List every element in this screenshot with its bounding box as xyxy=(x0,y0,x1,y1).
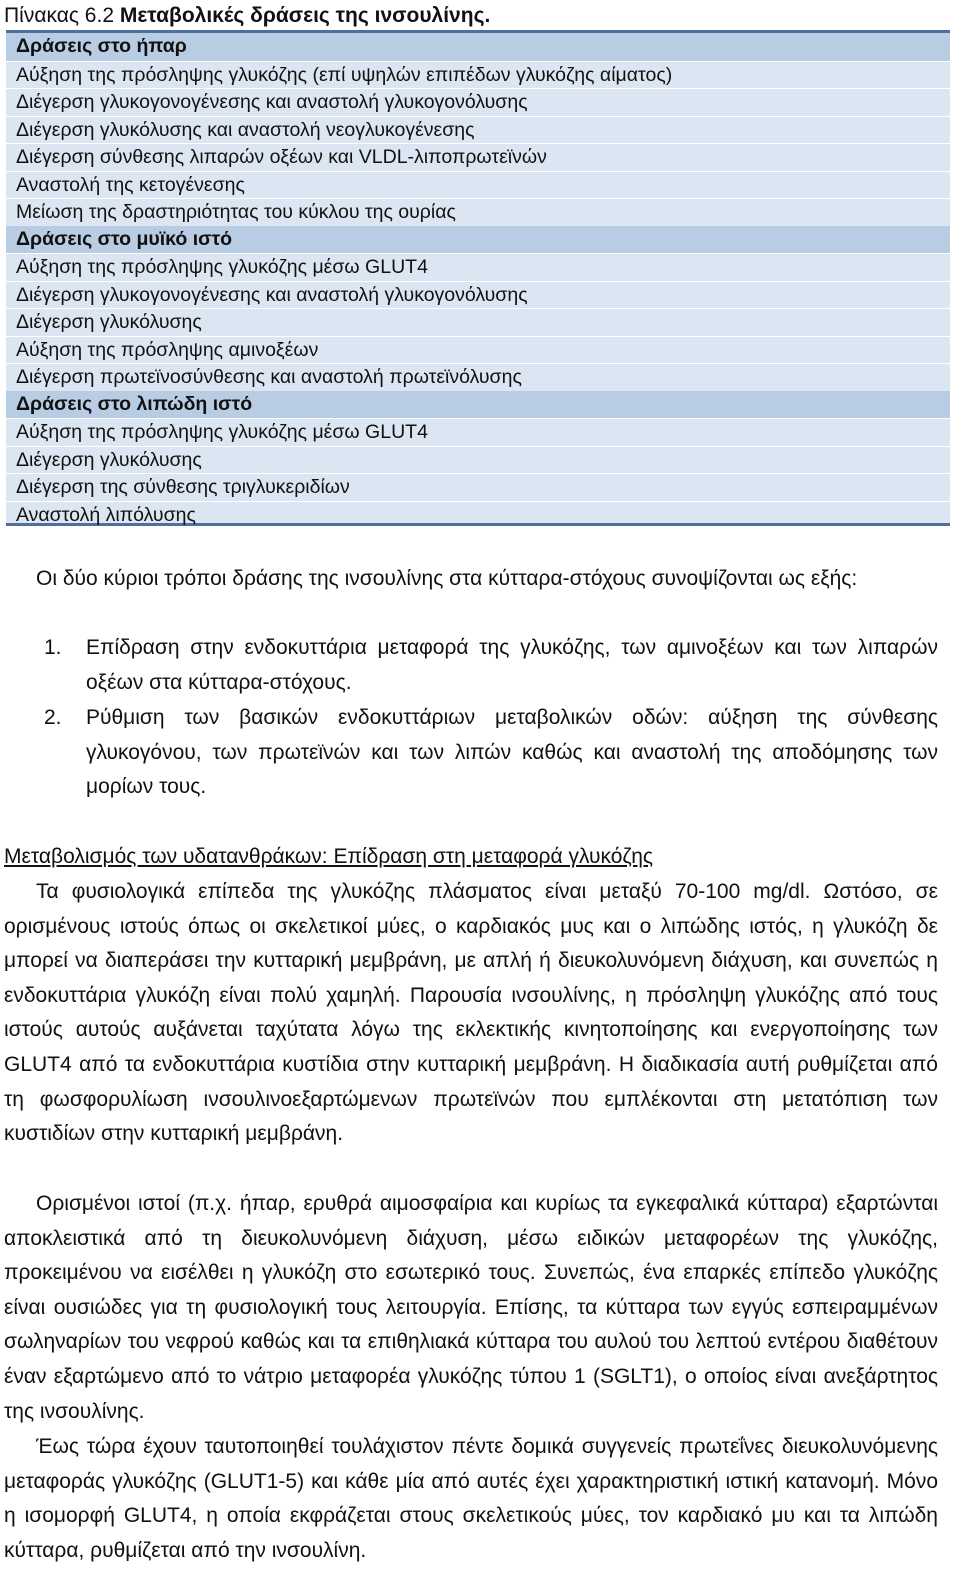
paragraph-text: Τα φυσιολογικά επίπεδα της γλυκόζης πλάσματος είναι μεταξύ 70-100 mg/dl. Ωστόσο, σε ορισμένους ιστούς όπως οι σκελετικοί μύες, ο καρδιακός μυς και ο λιπώδης ιστός, η γλυκόζη δε μπορεί να διαπεράσει την κυτταρική μεμβράνη, με απλή ή διευκολυνόμενη διάχυση, και συνεπώς η ενδοκυττάρια γλυκόζη είναι πολύ χαμηλή. Παρουσία ινσουλίνης, η πρόσληψη γλυκόζης από τους ιστούς αυτούς αυξάνεται ταχύτατα λόγω της εκλεκτικής κινητοποίησης και ενεργοποίησης των GLUT4 από τα ενδοκυττάρια κυστίδια στην κυτταρική μεμβράνη. Η διαδικασία αυτή ρυθμίζεται από τη φωσφορυλίωση ινσουλινοεξαρτώμενων πρωτεϊνών που εμπλέκονται στη μετατόπιση των κυστιδίων στην κυτταρική μεμβράνη. xyxy=(4,880,938,1146)
body-paragraph xyxy=(4,1430,938,1568)
table-row: Αύξηση της πρόσληψης αμινοξέων xyxy=(6,336,950,364)
caption-title: Μεταβολικές δράσεις της ινσουλίνης. xyxy=(119,4,491,27)
caption-prefix: Πίνακας 6.2 xyxy=(4,4,120,27)
list-number: 2. xyxy=(44,706,62,729)
table-row: Διέγερση γλυκογονογένεσης και αναστολή γλυκογονόλυσης xyxy=(6,281,950,309)
table-row: Διέγερση γλυκόλυσης και αναστολή νεογλυκογένεσης xyxy=(6,116,950,144)
table-section-header: Δράσεις στο λιπώδη ιστό xyxy=(6,391,950,419)
table-row: Αύξηση της πρόσληψης γλυκόζης μέσω GLUT4 xyxy=(6,418,950,446)
table-row: Αύξηση της πρόσληψης γλυκόζης (επί υψηλών επιπέδων γλυκόζης αίματος) xyxy=(6,61,950,89)
intro-paragraph xyxy=(4,562,938,597)
table-section-header: Δράσεις στο μυϊκό ιστό xyxy=(6,226,950,254)
body-paragraph xyxy=(4,875,938,1152)
table-row: Διέγερση γλυκόλυσης xyxy=(6,446,950,474)
insulin-actions-table xyxy=(6,30,950,526)
paragraph-text: Ορισμένοι ιστοί (π.χ. ήπαρ, ερυθρά αιμοσφαίρια και κυρίως τα εγκεφαλικά κύτταρα) εξαρτώνται αποκλειστικά από τη διευκολυνόμενη διάχυση, μέσω ειδικών μεταφορέων της γλυκόζης, προκειμένου να εισέλθει η γλυκόζη στο εσωτερικό τους. Συνεπώς, ένα επαρκές επίπεδο γλυκόζης είναι ουσιώδες για τη φυσιολογική τους λειτουργία. Επίσης, τα κύτταρα των εγγύς εσπειραμμένων σωληναρίων του νεφρού καθώς και τα επιθηλιακά κύτταρα του αυλού του λεπτού εντέρου διαθέτουν έναν εξαρτώμενο από το νάτριο μεταφορέα γλυκόζης τύπου 1 (SGLT1), ο οποίος είναι ανεξάρτητος της ινσουλίνης. xyxy=(4,1192,938,1423)
table-row: Διέγερση γλυκογονογένεσης και αναστολή γλυκογονόλυσης xyxy=(6,88,950,116)
list-text: Ρύθμιση των βασικών ενδοκυττάριων μεταβολικών οδών: αύξηση της σύνθεσης γλυκογόνου, των πρωτεϊνών και των λιπών καθώς και αναστολή της αποδόμησης των μορίων τους. xyxy=(86,706,938,799)
table-row: Διέγερση γλυκόλυσης xyxy=(6,308,950,336)
body-paragraph xyxy=(4,1187,938,1429)
table-row: Αναστολή λιπόλυσης xyxy=(6,501,950,529)
table-section-header: Δράσεις στο ήπαρ xyxy=(6,33,950,61)
table-row: Αύξηση της πρόσληψης γλυκόζης μέσω GLUT4 xyxy=(6,253,950,281)
intro-text: Οι δύο κύριοι τρόποι δράσης της ινσουλίνης στα κύτταρα-στόχους συνοψίζονται ως εξής: xyxy=(36,567,858,590)
table-row: Μείωση της δραστηριότητας του κύκλου της ουρίας xyxy=(6,198,950,226)
list-text: Επίδραση στην ενδοκυττάρια μεταφορά της γλυκόζης, των αμινοξέων και των λιπαρών οξέων στα κύτταρα-στόχους. xyxy=(86,636,938,694)
table-caption xyxy=(4,2,490,30)
paragraph-text: Έως τώρα έχουν ταυτοποιηθεί τουλάχιστον πέντε δομικά συγγενείς πρωτεΐνες διευκολυνόμενης μεταφοράς γλυκόζης (GLUT1-5) και κάθε μία από αυτές έχει χαρακτηριστική ιστική κατανομή. Μόνο η ισομορφή GLUT4, η οποία εκφράζεται στους σκελετικούς μύες, τον καρδιακό μυ και τα λιπώδη κύτταρα, ρυθμίζεται από την ινσουλίνη. xyxy=(4,1435,938,1562)
table-row: Διέγερση σύνθεσης λιπαρών οξέων και VLDL-λιποπρωτεϊνών xyxy=(6,143,950,171)
table-row: Διέγερση της σύνθεσης τριγλυκεριδίων xyxy=(6,473,950,501)
list-number: 1. xyxy=(44,636,62,659)
table-row: Διέγερση πρωτεϊνοσύνθεσης και αναστολή πρωτεϊνόλυσης xyxy=(6,363,950,391)
table-row: Αναστολή της κετογένεσης xyxy=(6,171,950,199)
section-heading: Μεταβολισμός των υδατανθράκων: Επίδραση στη μεταφορά γλυκόζης xyxy=(4,845,654,868)
